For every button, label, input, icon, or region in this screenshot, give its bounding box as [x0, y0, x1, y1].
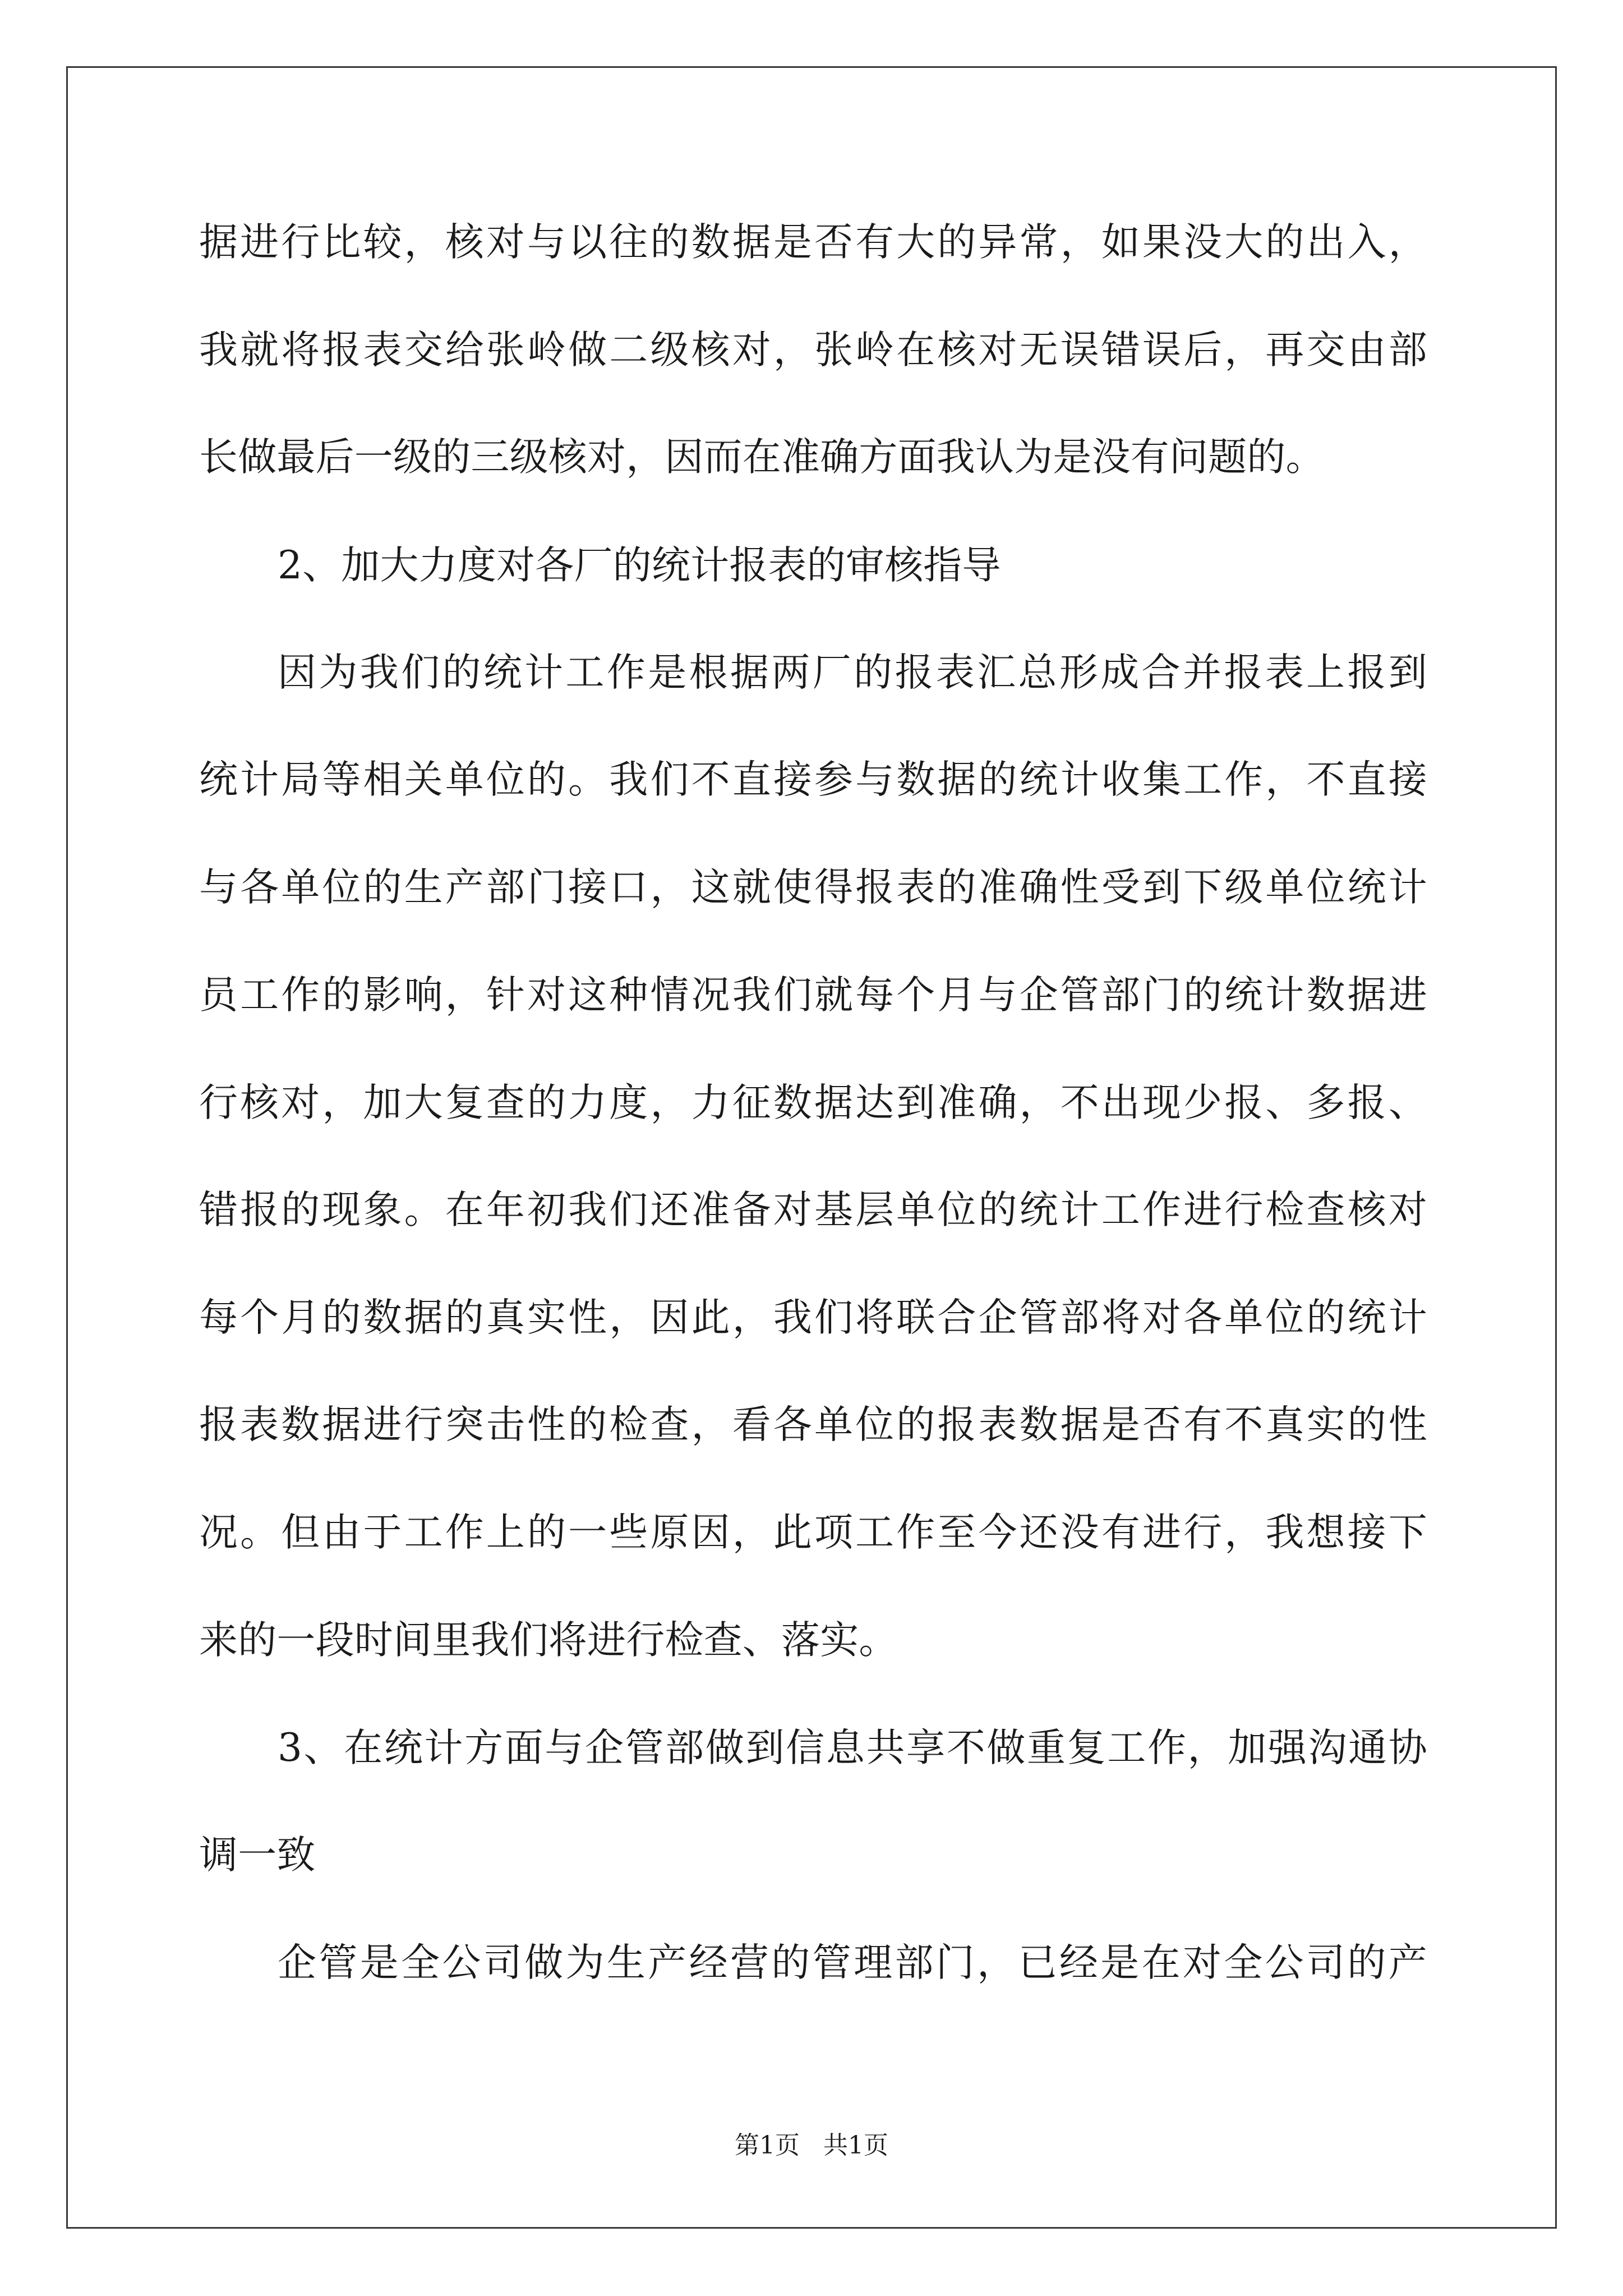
body-line: 与各单位的生产部门接口，这就使得报表的准确性受到下级单位统计: [199, 865, 1427, 910]
page-border: [66, 66, 1557, 2229]
body-line: 企管是全公司做为生产经营的管理部门，已经是在对全公司的产: [278, 1940, 1427, 1985]
section-heading: 3、在统计方面与企管部做到信息共享不做重复工作，加强沟通协: [278, 1726, 1427, 1770]
page-footer: 第1页 共1页: [735, 2131, 888, 2160]
body-line: 我就将报表交给张岭做二级核对，张岭在核对无误错误后，再交由部: [199, 328, 1427, 372]
body-line: 长做最后一级的三级核对，因而在准确方面我认为是没有问题的。: [199, 435, 1325, 480]
section-heading-continuation: 调一致: [199, 1833, 316, 1878]
body-line: 来的一段时间里我们将进行检查、落实。: [199, 1618, 898, 1663]
body-line: 据进行比较，核对与以往的数据是否有大的异常，如果没大的出入，: [199, 220, 1427, 265]
body-line: 因为我们的统计工作是根据两厂的报表汇总形成合并报表上报到: [278, 650, 1427, 695]
body-line: 统计局等相关单位的。我们不直接参与数据的统计收集工作，不直接: [199, 757, 1427, 802]
body-line: 报表数据进行突击性的检查，看各单位的报表数据是否有不真实的性: [199, 1402, 1427, 1447]
body-line: 每个月的数据的真实性，因此，我们将联合企管部将对各单位的统计: [199, 1295, 1427, 1340]
body-line: 员工作的影响，针对这种情况我们就每个月与企管部门的统计数据进: [199, 973, 1427, 1018]
section-heading: 2、加大力度对各厂的统计报表的审核指导: [278, 543, 1001, 588]
body-line: 错报的现象。在年初我们还准备对基层单位的统计工作进行检查核对: [199, 1188, 1427, 1232]
body-line: 行核对，加大复查的力度，力征数据达到准确，不出现少报、多报、: [199, 1080, 1427, 1125]
body-line: 况。但由于工作上的一些原因，此项工作至今还没有进行，我想接下: [199, 1510, 1427, 1555]
